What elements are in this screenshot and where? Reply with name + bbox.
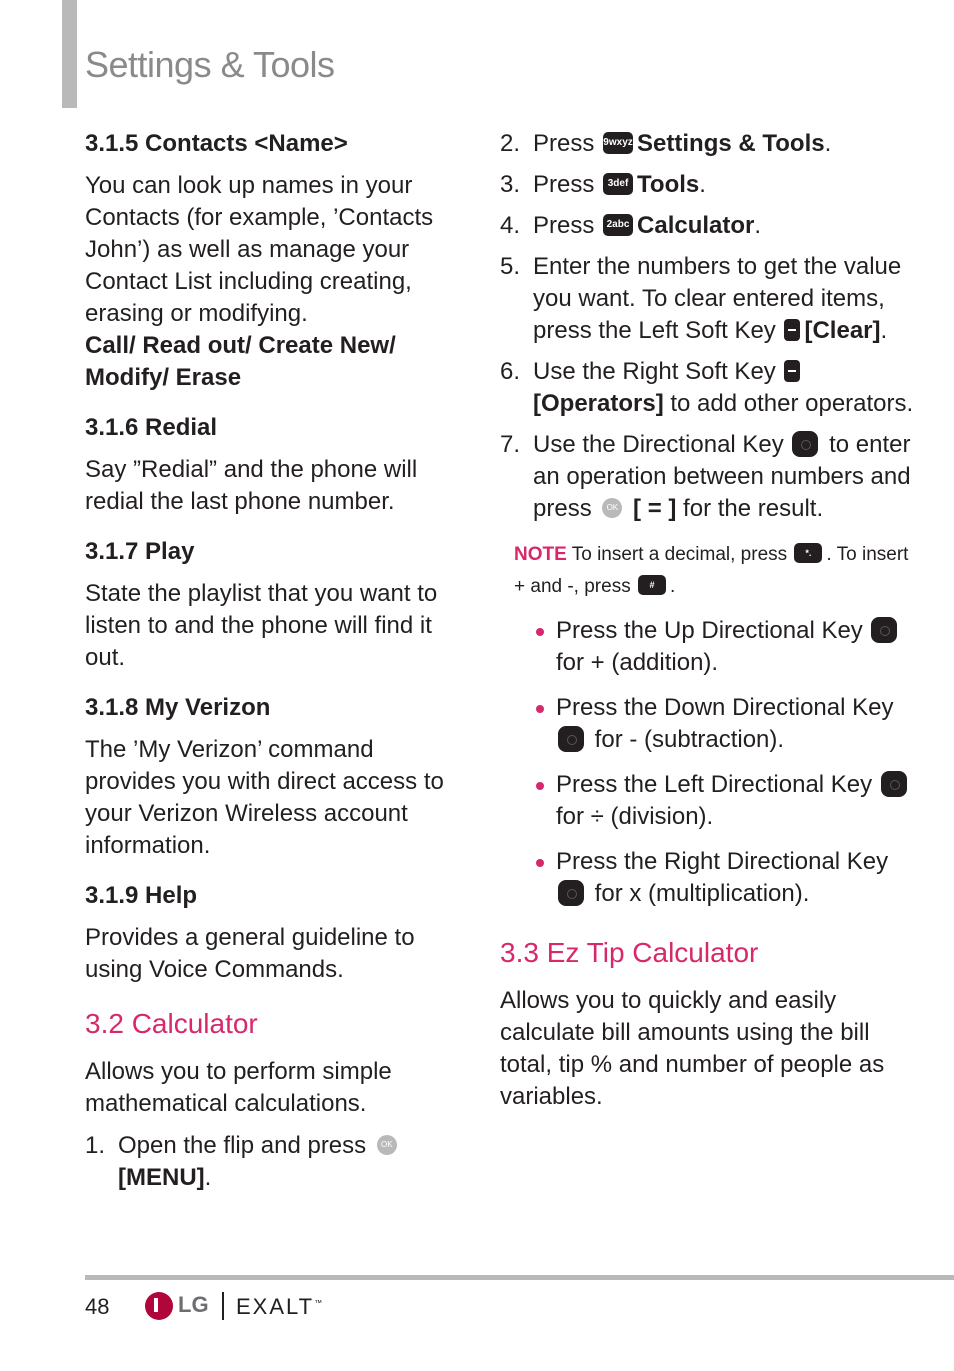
right-directional-key-icon	[558, 880, 584, 906]
operator-bullets	[500, 615, 920, 910]
pound-key-icon: #	[638, 575, 666, 595]
calculator-step-6	[500, 356, 920, 420]
ez-tip-title: 3.3 Ez Tip Calculator	[500, 937, 759, 968]
bullet-addition	[536, 615, 920, 679]
section-heading-help: 3.1.9 Help	[85, 882, 198, 909]
step-number: 3.	[500, 171, 521, 198]
section-heading-redial: 3.1.6 Redial	[85, 414, 218, 441]
bullet-result: for + (addition).	[556, 649, 719, 676]
bullet-result: for x (multiplication).	[594, 880, 810, 907]
step-text-continued: to enter an operation between numbers and press	[533, 431, 911, 522]
page-title: Settings & Tools	[85, 44, 335, 85]
step-end: for the result.	[683, 495, 824, 522]
note-label: NOTE	[514, 544, 567, 565]
step-text: Press	[533, 171, 595, 198]
star-key-icon: *.	[794, 543, 822, 563]
left-soft-key-icon	[784, 319, 800, 341]
bullet-dot-icon	[536, 628, 544, 636]
step-number: 6.	[500, 358, 521, 385]
step-end: .	[699, 171, 706, 198]
menu-label: [MENU]	[118, 1164, 205, 1191]
calculator-step-1	[85, 1130, 450, 1194]
step-number: 2.	[500, 130, 521, 157]
step-end: .	[824, 130, 832, 157]
step-end: .	[204, 1164, 212, 1191]
play-body: State the playlist that you want to listen to and the phone will find it out.	[85, 580, 438, 671]
note-text-3: .	[669, 576, 676, 597]
keypad-9-icon: 9wxyz	[603, 132, 633, 154]
step-text: Use the Directional Key	[533, 431, 784, 458]
footer-rule	[85, 1275, 954, 1280]
section-heading-contacts: 3.1.5 Contacts <Name>	[85, 130, 348, 157]
step-number: 5.	[500, 253, 521, 280]
bullet-multiplication	[536, 846, 920, 910]
calculator-step-2	[500, 128, 920, 160]
calculator-step-4	[500, 210, 920, 242]
redial-body: Say ”Redial” and the phone will redial the last phone number.	[85, 456, 418, 515]
keypad-3-icon: 3def	[603, 173, 633, 195]
clear-label: [Clear]	[804, 317, 881, 344]
section-heading-play: 3.1.7 Play	[85, 538, 195, 565]
step-end: .	[754, 212, 762, 239]
bullet-dot-icon	[536, 782, 544, 790]
down-directional-key-icon	[558, 726, 584, 752]
step-text: Open the flip and press	[118, 1132, 367, 1159]
bullet-dot-icon	[536, 859, 544, 867]
right-column	[500, 128, 920, 1113]
step-end: to add other operators.	[670, 390, 914, 417]
brand-divider	[222, 1292, 224, 1320]
model-label: EXALT	[236, 1294, 315, 1319]
header-side-bar	[62, 0, 77, 108]
directional-key-icon	[792, 431, 818, 457]
bullet-result: for - (subtraction).	[594, 726, 785, 753]
ok-key-icon: OK	[377, 1135, 397, 1155]
step-text: Use the Right Soft Key	[533, 358, 776, 385]
help-body: Provides a general guideline to using Voice Commands.	[85, 924, 415, 983]
calculator-step-3	[500, 169, 920, 201]
left-directional-key-icon	[881, 771, 907, 797]
operators-label: [Operators]	[533, 390, 664, 417]
calculator-intro: Allows you to perform simple mathematical calculations.	[85, 1058, 392, 1117]
bullet-text: Press the Right Directional Key	[556, 848, 889, 875]
calculator-title: 3.2 Calculator	[85, 1008, 258, 1039]
bullet-subtraction	[536, 692, 920, 756]
contacts-body: You can look up names in your Contacts (for example, ’Contacts John’) as well as manage your Contact List including creating, erasing or modifying.	[85, 172, 434, 327]
note-text-2: . To insert + and -, press	[514, 544, 909, 597]
bullet-division	[536, 769, 920, 833]
tools-label: Tools	[637, 171, 700, 198]
bullet-text: Press the Up Directional Key	[556, 617, 863, 644]
calculator-step-5	[500, 251, 920, 347]
lg-logo-icon	[145, 1292, 173, 1320]
step-text: Press	[533, 212, 595, 239]
note-text-1: To insert a decimal, press	[571, 544, 788, 565]
step-number: 4.	[500, 212, 521, 239]
step-number: 7.	[500, 431, 521, 458]
keypad-2-icon: 2abc	[603, 214, 633, 236]
bullet-text: Press the Down Directional Key	[556, 694, 894, 721]
left-column	[85, 128, 450, 1203]
note	[514, 539, 920, 603]
equals-label: [ = ]	[633, 495, 677, 522]
model-name	[236, 1294, 322, 1320]
bullet-dot-icon	[536, 705, 544, 713]
calculator-step-7	[500, 429, 920, 525]
step-text: Enter the numbers to get the value you want. To clear entered items, press the Left Soft Key	[533, 253, 902, 344]
ez-tip-body: Allows you to quickly and easily calculate bill amounts using the bill total, tip % and number of people as variables.	[500, 987, 885, 1110]
ok-key-icon: OK	[602, 498, 622, 518]
contacts-commands: Call/ Read out/ Create New/ Modify/ Erase	[85, 332, 396, 391]
bullet-text: Press the Left Directional Key	[556, 771, 873, 798]
trademark-symbol: ™	[314, 1298, 323, 1308]
step-text: Press	[533, 130, 595, 157]
bullet-result: for ÷ (division).	[556, 803, 714, 830]
step-end: .	[880, 317, 888, 344]
my-verizon-body: The ’My Verizon’ command provides you with direct access to your Verizon Wireless account information.	[85, 736, 444, 859]
up-directional-key-icon	[871, 617, 897, 643]
step-number: 1.	[85, 1132, 106, 1159]
section-heading-my-verizon: 3.1.8 My Verizon	[85, 694, 271, 721]
lg-brand-text: LG	[178, 1292, 209, 1317]
calculator-label: Calculator	[637, 212, 755, 239]
calculator-steps	[500, 128, 920, 525]
page-number: 48	[85, 1294, 110, 1319]
right-soft-key-icon	[784, 360, 800, 382]
settings-tools-label: Settings & Tools	[637, 130, 825, 157]
